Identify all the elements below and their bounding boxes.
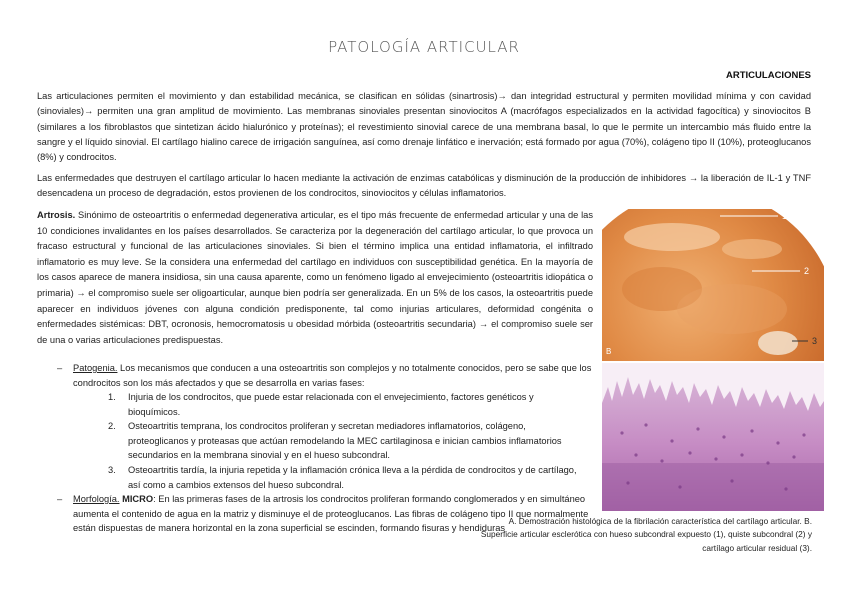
marker-1: 1 bbox=[782, 211, 788, 221]
morfologia-label: Morfología. bbox=[73, 494, 120, 504]
marker-2: 2 bbox=[804, 266, 810, 276]
bullet-dash: – bbox=[57, 494, 63, 504]
histology-image bbox=[602, 363, 824, 511]
page-title: PATOLOGÍA ARTICULAR bbox=[328, 38, 520, 56]
list-text: Injuria de los condrocitos, que puede estar relacionada con el envejecimiento, factores genéticos y bioquímicos. bbox=[128, 392, 534, 417]
marker-3: 3 bbox=[812, 336, 818, 346]
section-heading: ARTICULACIONES bbox=[726, 70, 811, 81]
patogenia-label: Patogenia. bbox=[73, 363, 118, 373]
enzymes-paragraph: Las enfermedades que destruyen el cartílago articular lo hacen mediante la activación de enzimas catabólicas y disminución de la producción de inhibidores → la liberación de IL-1 y TNF desencadena un proceso de degradación, estos provienen de los condrocitos, sinoviocitos y células inflamatorios. bbox=[37, 173, 811, 199]
list-number: 2. bbox=[108, 421, 116, 432]
list-number: 1. bbox=[108, 392, 116, 402]
micro-label: MICRO bbox=[119, 494, 154, 504]
list-number: 3. bbox=[108, 464, 116, 475]
bullet-dash: – bbox=[57, 363, 63, 373]
artrosis-text: Sinónimo de osteoartritis o enfermedad degenerativa articular, es el tipo más frecuente de enfermedad articular y una de las 10 condiciones invalidantes en los países desarrollados. Se caracteriza por la degeneración del cartílago articular, lo que provoca un fracaso estructural y funcional de las articulaciones sinoviales. Si bien el término implica una entidad inflamatoria, el infiltrado inflamatorio es muy leve. Se la considera una enfermedad del cartílago en individuos con susceptibilidad genética. En la mayoría de los casos aparece de manera insidiosa, sin una causa aparente, como un fenómeno ligado al envejecimiento (osteoartritis idiopática o primaria) → el compromiso suele ser oligoarticular, aunque bien podría ser generalizada. En un 5% de los casos, la osteoartritis puede aparecer en individuos jóvenes con alguna condición predisponente, tal como injurias articulares, deformidad congénita o enfermedades sistémicas: DBT, ocronosis, hemocromatosis u obesidad mórbida (osteoartritis secundaria) → el compromiso suele ser de una o varias articulaciones predispuestas. bbox=[37, 210, 593, 345]
gross-specimen-illustration bbox=[602, 209, 824, 361]
patogenia-phase-list bbox=[108, 390, 578, 492]
list-item bbox=[108, 419, 578, 463]
artrosis-term: Artrosis. bbox=[37, 210, 76, 220]
list-text: Osteoartritis temprana, los condrocitos proliferan y secretan mediadores inflamatorios, colágeno, proteoglicanos y proteasas que actúan remodelando la MEC cartilaginosa e inician cambios inflamatorios secundarios en la membrana sinovial y en el hueso subcondral. bbox=[128, 421, 562, 461]
list-item bbox=[108, 463, 578, 492]
list-item bbox=[108, 390, 578, 419]
intro-paragraph: Las articulaciones permiten el movimiento y dan estabilidad mecánica, se clasifican en sólidas (sinartrosis)→ dan integridad estructural y permiten movilidad mínima y con cavidad (sinoviales)→ permiten una gran amplitud de movimiento. Las membranas sinoviales presentan sinoviocitos A (macrófagos especializados en la actividad fagocítica) y sinoviocitos B (similares a los fibroblastos que sintetizan ácido hialurónico y proteínas); el revestimiento sinovial carece de una membrana basal, lo que le permite un intercambio más fluido entre la sangre y el líquido sinovial. El cartílago hialino carece de irrigación sanguínea, así como drenaje linfático e inervación; está formado por agua (70%), colágeno tipo II (10%), proteoglucanos (8%) y condrocitos. bbox=[37, 91, 811, 163]
morfologia-text: : En las primeras fases de la artrosis los condrocitos proliferan formando conglomerados y en simultáneo aumenta el contenido de agua en la matriz y disminuye el de proteoglucanos. Las fibras de colágeno tipo II que normalmente están dispuestas de manera horizontal en la zona superficial se escinden, formando fisuras y hendiduras bbox=[73, 494, 589, 534]
patogenia-text: Los mecanismos que conducen a una osteoartritis son complejos y no totalmente conocidos, pero se sabe que los condrocitos son los más afectados y que se desarrolla en varias fases: bbox=[73, 363, 592, 388]
artrosis-paragraph bbox=[37, 208, 593, 348]
histology-illustration bbox=[602, 363, 824, 511]
label-b: B bbox=[606, 347, 612, 356]
figure-caption: A. Demostración histológica de la fibrilación característica del cartílago articular. B. Superficie articular esclerótica con hueso subcondral expuesto (1), quiste subcondral (2) y cartílago articular residual (3). bbox=[480, 516, 812, 553]
list-text: Osteoartritis tardía, la injuria repetida y la inflamación crónica lleva a la pérdida de condrocitos y de cartílago, así como a cambios extensos del hueso subcondral. bbox=[128, 464, 577, 490]
gross-specimen-image bbox=[602, 209, 824, 361]
